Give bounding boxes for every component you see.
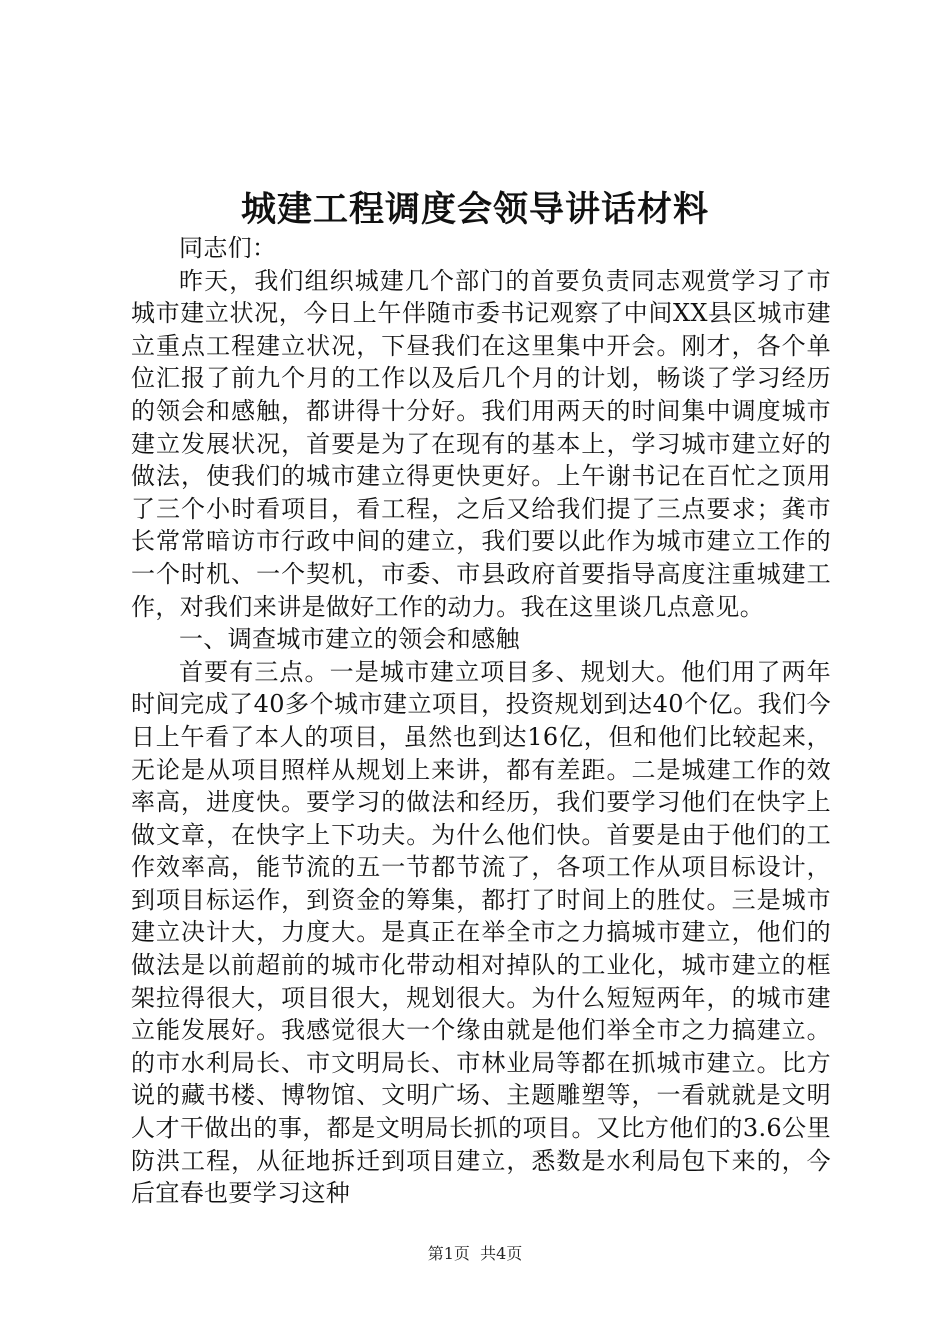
page-number: 第1页 — [427, 1244, 470, 1263]
salutation-paragraph: 同志们： — [179, 234, 277, 262]
section-heading: 一、调查城市建立的领会和感触 — [179, 625, 520, 654]
document-title: 城建工程调度会领导讲话材料 — [240, 189, 709, 230]
body-paragraph: 首要有三点。一是城市建立项目多、规划大。他们用了两年时间完成了40多个城市建立项目，投资规划到达40个亿。我们今日上午看了本人的项目，虽然也到达16亿，但和他们比较起来，无论是从项目照样从规划上来讲，都有差距。二是城建工作的效率高，进度快。要学习的做法和经历，我们要学习他们在快字上做文章，在快字上下功夫。为什么他们快。首要是由于他们的工作效率高，能节流的五一节都节流了，各项工作从项目标设计，到项目标运作，到资金的筹集，都打了时间上的胜仗。三是城市建立决计大，力度大。是真正在举全市之力搞城市建立，他们的做法是以前超前的城市化带动相对掉队的工业化，城市建立的框架拉得很大，项目很大，规划很大。为什么短短两年，的城市建立能发展好。我感觉很大一个缘由就是他们举全市之力搞建立。的市水利局长、市文明局长、市林业局等都在抓城市建立。比方说的藏书楼、博物馆、文明广场、主题雕塑等，一看就就是文明人才干做出的事，都是文明局长抓的项目。又比方他们的3.6公里防洪工程，从征地拆迁到项目建立，悉数是水利局包下来的，今后宜春也要学习这种 — [131, 657, 831, 1208]
page-total: 共4页 — [480, 1244, 523, 1263]
page-footer — [0, 1244, 950, 1264]
document-body — [131, 232, 831, 1210]
body-paragraph: 昨天，我们组织城建几个部门的首要负责同志观赏学习了市城市建立状况，今日上午伴随市委书记观察了中间XX县区城市建立重点工程建立状况，下昼我们在这里集中开会。刚才，各个单位汇报了前九个月的工作以及后几个月的计划，畅谈了学习经历的领会和感触，都讲得十分好。我们用两天的时间集中调度城市建立发展状况，首要是为了在现有的基本上，学习城市建立好的做法，使我们的城市建立得更快更好。上午谢书记在百忙之顶用了三个小时看项目，看工程，之后又给我们提了三点要求；龚市长常常暗访市行政中间的建立，我们要以此作为城市建立工作的一个时机、一个契机，市委、市县政府首要指导高度注重城建工作，对我们来讲是做好工作的动力。我在这里谈几点意见。 — [131, 266, 831, 621]
